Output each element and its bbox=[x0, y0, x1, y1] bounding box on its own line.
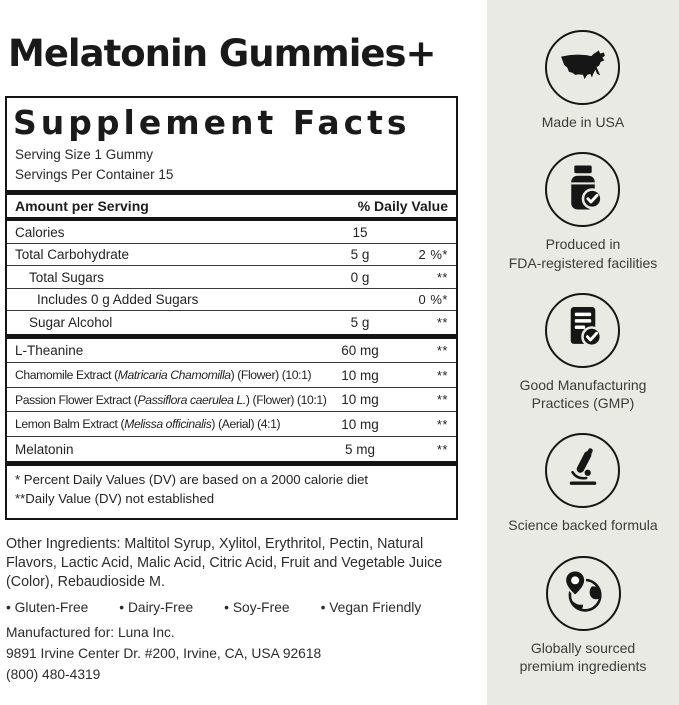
badge-made-in-usa bbox=[542, 30, 624, 131]
claim-gluten-free: • Gluten-Free bbox=[6, 600, 88, 615]
badge-globally-sourced bbox=[520, 556, 647, 675]
other-ingredients-text: Other Ingredients: Maltitol Syrup, Xylitol, Erythritol, Pectin, Natural Flavors, Lactic Acid, Malic Acid, Citric Acid, Fruit and Vegetable Juice (Color), Rebaudioside M. bbox=[6, 536, 443, 590]
badge-label-line: premium ingredients bbox=[519, 657, 647, 674]
row-dv: ** bbox=[436, 441, 448, 457]
row-amount: 10 mg bbox=[341, 416, 379, 432]
badge-science-backed bbox=[508, 433, 657, 534]
microscope-icon bbox=[562, 448, 604, 493]
row-amount: 15 bbox=[352, 224, 368, 240]
badge-label-line: FDA-registered facilities bbox=[508, 254, 658, 271]
document-check-icon bbox=[562, 305, 604, 355]
badge-label-line: Produced in bbox=[545, 236, 621, 253]
diet-claims-row bbox=[6, 600, 421, 615]
daily-value-footnote bbox=[7, 466, 456, 513]
table-row-total-carbohydrate: Total Carbohydrate 5 g 2 %* bbox=[7, 244, 456, 267]
table-row-chamomile-extract: Chamomile Extract (Matricaria Chamomilla) (Flower) (10:1) 10 mg ** bbox=[7, 363, 456, 388]
header-amount-per-serving: Amount per Serving bbox=[15, 198, 149, 215]
table-row-melatonin: Melatonin 5 mg ** bbox=[15, 441, 448, 457]
row-amount: 10 mg bbox=[341, 392, 379, 408]
product-title: Melatonin Gummies+ bbox=[8, 32, 436, 75]
trust-badges-sidebar bbox=[487, 0, 679, 705]
row-dv: ** bbox=[436, 416, 448, 432]
table-row-calories: Calories 15 bbox=[7, 221, 456, 244]
row-dv: 0 %* bbox=[418, 292, 448, 308]
table-row-passion-flower-extract: Passion Flower Extract (Passiflora caerulea L.) (Flower) (10:1) 10 mg ** bbox=[7, 388, 456, 413]
table-row-total-sugars: Total Sugars 0 g ** bbox=[7, 266, 456, 289]
row-dv: ** bbox=[436, 392, 448, 408]
pill-bottle-check-icon bbox=[562, 164, 604, 216]
facts-table-header bbox=[7, 195, 456, 221]
globe-pin-icon bbox=[561, 569, 605, 618]
row-dv: ** bbox=[436, 367, 448, 383]
footnote-line-1: * Percent Daily Values (DV) are based on a 2000 calorie diet bbox=[15, 472, 369, 488]
header-daily-value: % Daily Value bbox=[357, 198, 448, 215]
badge-label-line: Good Manufacturing bbox=[519, 376, 647, 393]
badge-label-line: Practices (GMP) bbox=[531, 395, 635, 411]
row-dv: 2 %* bbox=[418, 247, 448, 263]
row-amount: 5 mg bbox=[344, 441, 375, 457]
table-row-l-theanine: L-Theanine 60 mg ** bbox=[7, 339, 456, 364]
footnote-line-2: **Daily Value (DV) not established bbox=[15, 491, 215, 507]
table-row-added-sugars: Includes 0 g Added Sugars 0 %* bbox=[7, 289, 456, 312]
badge-label-line: Science backed formula bbox=[508, 517, 658, 534]
row-amount: 5 g bbox=[350, 315, 370, 331]
serving-size: Serving Size 1 Gummy bbox=[15, 147, 154, 163]
row-amount: 10 mg bbox=[341, 367, 379, 383]
badge-label-line: Globally sourced bbox=[530, 639, 636, 656]
supplement-facts-panel bbox=[5, 96, 458, 520]
row-dv: ** bbox=[436, 343, 448, 359]
claim-vegan-friendly: • Vegan Friendly bbox=[321, 600, 422, 615]
claim-dairy-free: • Dairy-Free bbox=[119, 600, 193, 615]
row-dv: ** bbox=[436, 269, 448, 285]
row-dv: ** bbox=[436, 315, 448, 331]
table-row-lemon-balm-extract: Lemon Balm Extract (Melissa officinalis) (Aerial) (4:1) 10 mg ** bbox=[7, 412, 456, 437]
badge-gmp bbox=[520, 293, 647, 412]
manufacturer-address: 9891 Irvine Center Dr. #200, Irvine, CA, USA 92618 bbox=[6, 645, 322, 661]
table-row-sugar-alcohol: Sugar Alcohol 5 g ** bbox=[29, 315, 448, 331]
row-amount: 5 g bbox=[350, 247, 370, 263]
manufactured-for-line: Manufactured for: Luna Inc. bbox=[6, 625, 175, 640]
servings-per-container: Servings Per Container 15 bbox=[15, 166, 174, 182]
badge-label-line: Made in USA bbox=[541, 114, 625, 130]
supplement-facts-heading: Supplement Facts bbox=[13, 103, 411, 142]
usa-map-icon bbox=[559, 49, 607, 86]
row-amount: 60 mg bbox=[341, 343, 379, 359]
claim-soy-free: • Soy-Free bbox=[224, 600, 289, 615]
manufacturer-phone: (800) 480-4319 bbox=[6, 666, 101, 682]
manufacturer-block bbox=[6, 623, 321, 686]
row-amount: 0 g bbox=[350, 269, 370, 285]
badge-fda-registered bbox=[509, 152, 658, 271]
